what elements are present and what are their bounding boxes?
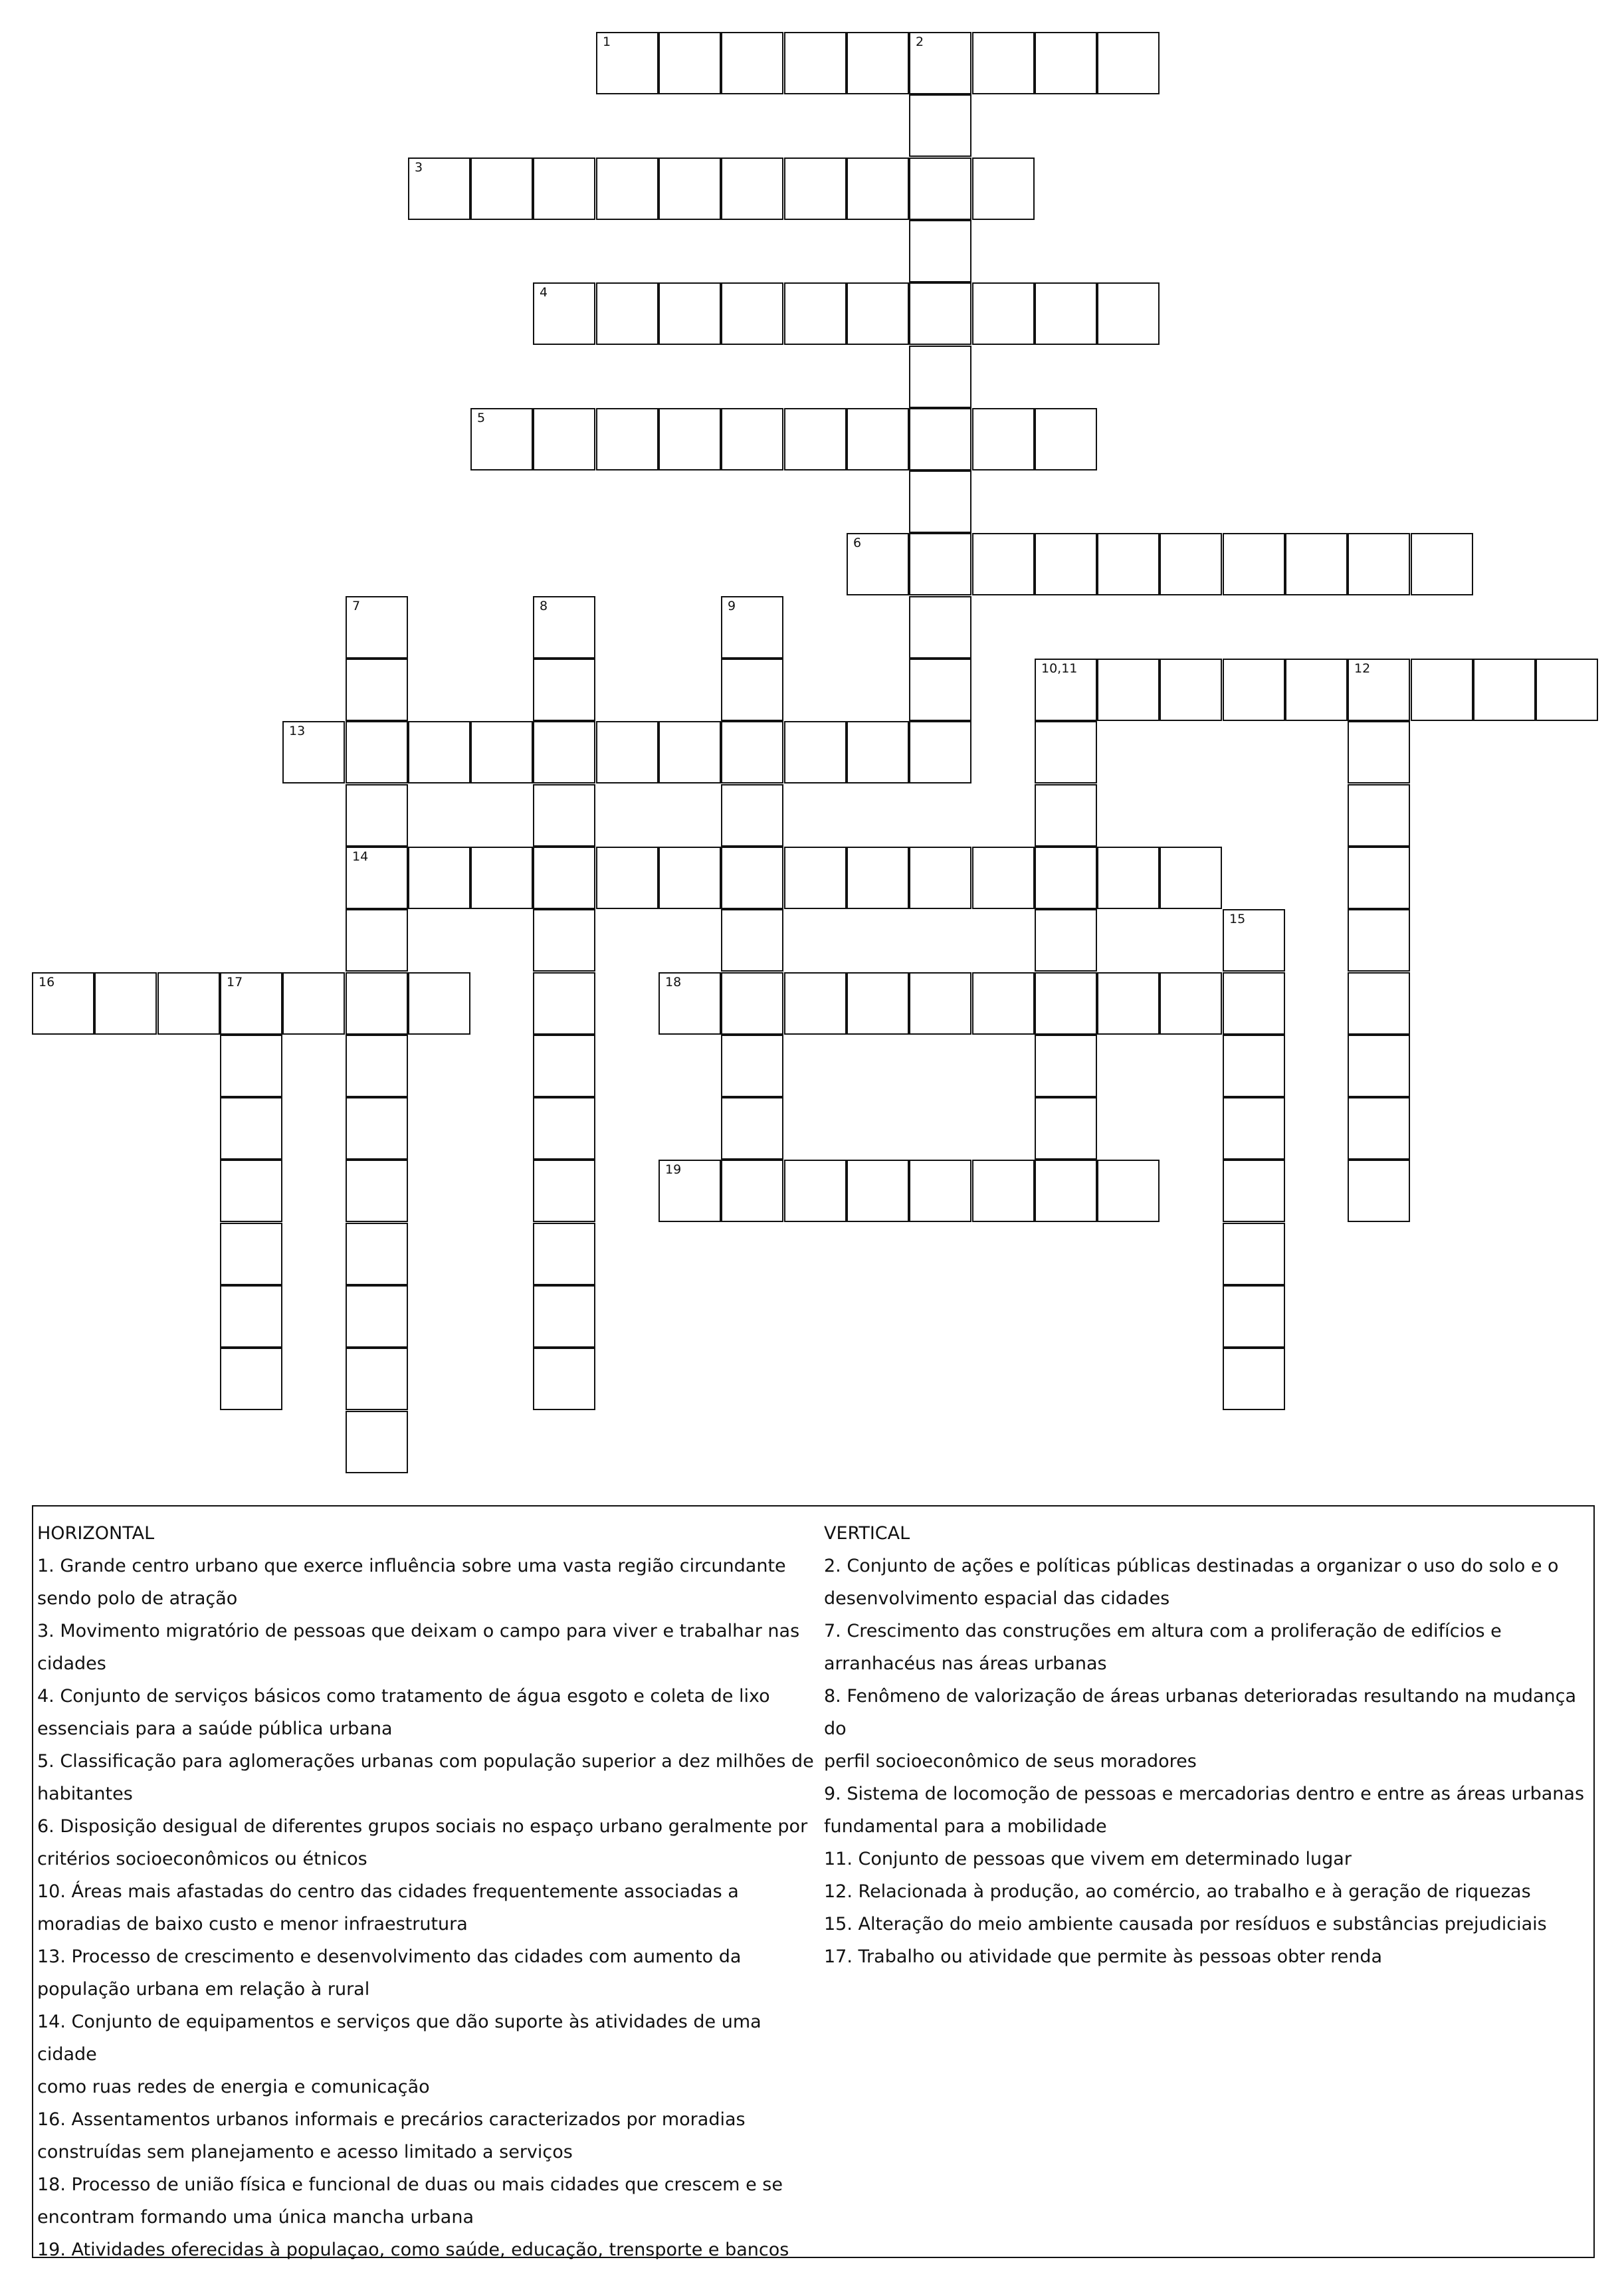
crossword-cell[interactable] <box>408 847 470 909</box>
clue-line: moradias de baixo custo e menor infraestrutura <box>37 1914 468 1934</box>
crossword-cell[interactable] <box>470 721 533 783</box>
clue-line: cidades <box>37 1653 106 1674</box>
crossword-cell[interactable] <box>1348 972 1410 1035</box>
clue-number: 3 <box>415 160 423 175</box>
crossword-cell[interactable] <box>1035 1097 1097 1160</box>
crossword-cell[interactable] <box>1097 972 1160 1035</box>
crossword-cell[interactable] <box>1411 659 1473 721</box>
crossword-cell[interactable] <box>533 847 595 909</box>
crossword-cell[interactable] <box>408 157 470 220</box>
clue-line: 16. Assentamentos urbanos informais e precários caracterizados por moradias <box>37 2109 746 2130</box>
crossword-cell[interactable] <box>847 533 909 595</box>
clue-line: 2. Conjunto de ações e políticas públicas destinadas a organizar o uso do solo e o <box>824 1556 1559 1576</box>
crossword-cell[interactable] <box>909 282 971 345</box>
crossword-cell[interactable] <box>847 721 909 783</box>
crossword-cell[interactable] <box>1160 533 1222 595</box>
clue-number: 9 <box>728 599 736 613</box>
clue-line: 17. Trabalho ou atividade que permite às pessoas obter renda <box>824 1946 1383 1967</box>
crossword-cell[interactable] <box>533 784 595 847</box>
crossword-cell[interactable] <box>909 346 971 408</box>
clues-box <box>32 1505 1595 2258</box>
crossword-cell[interactable] <box>972 1160 1035 1222</box>
clue-line: 3. Movimento migratório de pessoas que deixam o campo para viver e trabalhar nas <box>37 1621 800 1641</box>
crossword-cell[interactable] <box>596 847 659 909</box>
clue-number: 6 <box>853 536 862 550</box>
crossword-cell[interactable] <box>847 157 909 220</box>
clue-number: 8 <box>540 599 548 613</box>
crossword-cell[interactable] <box>1473 659 1536 721</box>
clue-line: 14. Conjunto de equipamentos e serviços que dão suporte às atividades de uma cidade <box>37 2012 761 2065</box>
crossword-cell[interactable] <box>721 659 783 721</box>
crossword-cell[interactable] <box>909 659 971 721</box>
crossword-cell[interactable] <box>847 1160 909 1222</box>
clue-line: critérios socioeconômicos ou étnicos <box>37 1849 367 1869</box>
clue-line: encontram formando uma única mancha urbana <box>37 2207 474 2228</box>
crossword-cell[interactable] <box>721 972 783 1035</box>
clue-line: arranhacéus nas áreas urbanas <box>824 1653 1107 1674</box>
crossword-cell[interactable] <box>909 1160 971 1222</box>
crossword-cell[interactable] <box>220 1223 282 1285</box>
crossword-cell[interactable] <box>847 32 909 94</box>
clue-line: 11. Conjunto de pessoas que vivem em determinado lugar <box>824 1849 1352 1869</box>
clue-line: 19. Atividades oferecidas à populaçao, como saúde, educação, trensporte e bancos <box>37 2239 789 2260</box>
crossword-cell[interactable] <box>847 972 909 1035</box>
crossword-cell[interactable] <box>1035 659 1097 721</box>
crossword-cell[interactable] <box>533 157 595 220</box>
crossword-cell[interactable] <box>721 157 783 220</box>
crossword-cell[interactable] <box>346 1097 408 1160</box>
crossword-cell[interactable] <box>470 408 533 470</box>
crossword-cell[interactable] <box>346 909 408 972</box>
crossword-cell[interactable] <box>721 847 783 909</box>
crossword-cell[interactable] <box>1223 909 1285 972</box>
crossword-cell[interactable] <box>1160 972 1222 1035</box>
crossword-cell[interactable] <box>847 847 909 909</box>
crossword-cell[interactable] <box>1223 533 1285 595</box>
crossword-cell[interactable] <box>533 1223 595 1285</box>
crossword-cell[interactable] <box>1285 533 1348 595</box>
crossword-cell[interactable] <box>346 972 408 1035</box>
crossword-cell[interactable] <box>1223 1160 1285 1222</box>
crossword-cell[interactable] <box>346 659 408 721</box>
crossword-cell[interactable] <box>1223 1035 1285 1097</box>
clue-line: 7. Crescimento das construções em altura com a proliferação de edifícios e <box>824 1621 1502 1641</box>
crossword-cell[interactable] <box>220 972 282 1035</box>
crossword-cell[interactable] <box>533 408 595 470</box>
crossword-cell[interactable] <box>533 1160 595 1222</box>
clue-number: 17 <box>227 975 243 989</box>
clue-line: 9. Sistema de locomoção de pessoas e mercadorias dentro e entre as áreas urbanas <box>824 1784 1585 1804</box>
crossword-cell[interactable] <box>1035 32 1097 94</box>
crossword-cell[interactable] <box>909 972 971 1035</box>
clue-line: 10. Áreas mais afastadas do centro das cidades frequentemente associadas a <box>37 1881 739 1902</box>
crossword-cell[interactable] <box>346 721 408 783</box>
crossword-cell[interactable] <box>909 32 971 94</box>
crossword-cell[interactable] <box>721 282 783 345</box>
crossword-cell[interactable] <box>346 847 408 909</box>
clue-number: 12 <box>1354 661 1371 676</box>
clue-line: fundamental para a mobilidade <box>824 1816 1107 1837</box>
crossword-cell[interactable] <box>909 408 971 470</box>
crossword-cell[interactable] <box>1097 659 1160 721</box>
clue-line: população urbana em relação à rural <box>37 1979 370 2000</box>
clue-line: perfil socioeconômico de seus moradores <box>824 1751 1197 1772</box>
crossword-cell[interactable] <box>1097 282 1160 345</box>
crossword-cell[interactable] <box>596 408 659 470</box>
crossword-cell[interactable] <box>533 972 595 1035</box>
clue-line: sendo polo de atração <box>37 1588 238 1609</box>
clue-number: 10,11 <box>1041 661 1078 676</box>
crossword-cell[interactable] <box>972 847 1035 909</box>
crossword-cell[interactable] <box>721 408 783 470</box>
crossword-cell[interactable] <box>972 408 1035 470</box>
crossword-cell[interactable] <box>1035 1160 1097 1222</box>
crossword-cell[interactable] <box>1160 659 1222 721</box>
clue-number: 1 <box>603 35 611 49</box>
crossword-cell[interactable] <box>721 32 783 94</box>
crossword-cell[interactable] <box>282 972 345 1035</box>
crossword-cell[interactable] <box>1097 32 1160 94</box>
crossword-cell[interactable] <box>909 847 971 909</box>
clue-line: 5. Classificação para aglomerações urbanas com população superior a dez milhões de <box>37 1751 814 1772</box>
clue-line: 12. Relacionada à produção, ao comércio, ao trabalho e à geração de riquezas <box>824 1881 1531 1902</box>
crossword-cell[interactable] <box>346 1411 408 1473</box>
crossword-cell[interactable] <box>1223 972 1285 1035</box>
clue-line: como ruas redes de energia e comunicação <box>37 2077 430 2097</box>
crossword-cell[interactable] <box>784 1160 847 1222</box>
crossword-cell[interactable] <box>659 721 721 783</box>
crossword-cell[interactable] <box>659 847 721 909</box>
crossword-cell[interactable] <box>220 1285 282 1348</box>
clue-line: essenciais para a saúde pública urbana <box>37 1718 393 1739</box>
crossword-cell[interactable] <box>1035 972 1097 1035</box>
crossword-cell[interactable] <box>1348 1035 1410 1097</box>
crossword-cell[interactable] <box>972 972 1035 1035</box>
crossword-cell[interactable] <box>596 157 659 220</box>
crossword-cell[interactable] <box>972 32 1035 94</box>
crossword-cell[interactable] <box>408 721 470 783</box>
crossword-cell[interactable] <box>533 721 595 783</box>
crossword-cell[interactable] <box>470 847 533 909</box>
clue-line: 1. Grande centro urbano que exerce influência sobre uma vasta região circundante <box>37 1556 786 1576</box>
crossword-cell[interactable] <box>721 909 783 972</box>
crossword-cell[interactable] <box>220 1160 282 1222</box>
clue-number: 19 <box>665 1162 682 1177</box>
crossword-cell[interactable] <box>909 721 971 783</box>
crossword-cell[interactable] <box>1223 1097 1285 1160</box>
crossword-cell[interactable] <box>1223 1285 1285 1348</box>
crossword-cell[interactable] <box>470 157 533 220</box>
crossword-cell[interactable] <box>1411 533 1473 595</box>
clue-number: 14 <box>352 849 369 864</box>
vertical-clues <box>824 1517 1588 1973</box>
crossword-cell[interactable] <box>1348 659 1410 721</box>
crossword-cell[interactable] <box>346 596 408 659</box>
crossword-cell[interactable] <box>346 1160 408 1222</box>
crossword-cell[interactable] <box>847 282 909 345</box>
crossword-cell[interactable] <box>1097 533 1160 595</box>
crossword-cell[interactable] <box>659 408 721 470</box>
crossword-cell[interactable] <box>909 94 971 157</box>
clue-number: 5 <box>477 411 486 425</box>
clue-number: 16 <box>39 975 55 989</box>
crossword-cell[interactable] <box>1035 282 1097 345</box>
crossword-cell[interactable] <box>1035 847 1097 909</box>
crossword-cell[interactable] <box>596 32 659 94</box>
crossword-cell[interactable] <box>1348 909 1410 972</box>
crossword-cell[interactable] <box>1035 408 1097 470</box>
crossword-cell[interactable] <box>784 721 847 783</box>
crossword-cell[interactable] <box>659 282 721 345</box>
clue-line: desenvolvimento espacial das cidades <box>824 1588 1170 1609</box>
crossword-cell[interactable] <box>909 157 971 220</box>
clue-line: construídas sem planejamento e acesso limitado a serviços <box>37 2142 573 2162</box>
crossword-cell[interactable] <box>533 1348 595 1410</box>
crossword-cell[interactable] <box>659 32 721 94</box>
crossword-cell[interactable] <box>784 32 847 94</box>
crossword-cell[interactable] <box>408 972 470 1035</box>
crossword-cell[interactable] <box>1035 1035 1097 1097</box>
crossword-cell[interactable] <box>1035 784 1097 847</box>
clue-number: 18 <box>665 975 682 989</box>
crossword-cell[interactable] <box>659 157 721 220</box>
crossword-cell[interactable] <box>1160 847 1222 909</box>
clue-line: 8. Fenômeno de valorização de áreas urbanas deterioradas resultando na mudança do <box>824 1686 1577 1739</box>
clue-line: 6. Disposição desigual de diferentes grupos sociais no espaço urbano geralmente por <box>37 1816 808 1837</box>
crossword-cell[interactable] <box>32 972 94 1035</box>
crossword-cell[interactable] <box>1348 784 1410 847</box>
crossword-cell[interactable] <box>533 1097 595 1160</box>
crossword-cell[interactable] <box>346 1035 408 1097</box>
crossword-cell[interactable] <box>721 1160 783 1222</box>
clue-number: 13 <box>289 724 306 738</box>
clue-number: 4 <box>540 285 548 300</box>
crossword-cell[interactable] <box>1285 659 1348 721</box>
crossword-cell[interactable] <box>909 470 971 533</box>
crossword-cell[interactable] <box>220 1348 282 1410</box>
crossword-cell[interactable] <box>157 972 220 1035</box>
crossword-cell[interactable] <box>972 533 1035 595</box>
crossword-cell[interactable] <box>596 282 659 345</box>
clue-line: habitantes <box>37 1784 133 1804</box>
crossword-cell[interactable] <box>1223 1348 1285 1410</box>
crossword-cell[interactable] <box>346 784 408 847</box>
crossword-cell[interactable] <box>721 1097 783 1160</box>
clue-line: 15. Alteração do meio ambiente causada por resíduos e substâncias prejudiciais <box>824 1914 1547 1934</box>
crossword-cell[interactable] <box>533 909 595 972</box>
crossword-cell[interactable] <box>909 220 971 282</box>
crossword-cell[interactable] <box>784 282 847 345</box>
crossword-cell[interactable] <box>972 157 1035 220</box>
crossword-cell[interactable] <box>1097 1160 1160 1222</box>
crossword-cell[interactable] <box>346 1223 408 1285</box>
crossword-cell[interactable] <box>282 721 345 783</box>
crossword-cell[interactable] <box>721 596 783 659</box>
crossword-cell[interactable] <box>784 972 847 1035</box>
crossword-cell[interactable] <box>909 596 971 659</box>
horizontal-heading: HORIZONTAL <box>37 1523 155 1544</box>
crossword-cell[interactable] <box>533 1035 595 1097</box>
crossword-cell[interactable] <box>1223 659 1285 721</box>
clue-number: 7 <box>352 599 361 613</box>
crossword-cell[interactable] <box>220 1035 282 1097</box>
crossword-cell[interactable] <box>784 157 847 220</box>
crossword-cell[interactable] <box>1035 533 1097 595</box>
crossword-cell[interactable] <box>533 659 595 721</box>
clue-number: 15 <box>1229 912 1246 926</box>
crossword-cell[interactable] <box>533 596 595 659</box>
clue-line: 18. Processo de união física e funcional de duas ou mais cidades que crescem e se <box>37 2174 783 2195</box>
crossword-cell[interactable] <box>533 1285 595 1348</box>
crossword-cell[interactable] <box>94 972 157 1035</box>
crossword-cell[interactable] <box>1097 847 1160 909</box>
clue-line: 4. Conjunto de serviços básicos como tratamento de água esgoto e coleta de lixo <box>37 1686 770 1707</box>
crossword-cell[interactable] <box>1348 1097 1410 1160</box>
vertical-heading: VERTICAL <box>824 1523 910 1544</box>
crossword-cell[interactable] <box>1223 1223 1285 1285</box>
crossword-cell[interactable] <box>721 721 783 783</box>
crossword-cell[interactable] <box>596 721 659 783</box>
crossword-cell[interactable] <box>784 408 847 470</box>
crossword-cell[interactable] <box>972 282 1035 345</box>
crossword-cell[interactable] <box>784 847 847 909</box>
crossword-cell[interactable] <box>220 1097 282 1160</box>
crossword-cell[interactable] <box>659 1160 721 1222</box>
crossword-cell[interactable] <box>909 533 971 595</box>
crossword-cell[interactable] <box>346 1348 408 1410</box>
crossword-cell[interactable] <box>1348 847 1410 909</box>
clue-number: 2 <box>916 35 924 49</box>
crossword-cell[interactable] <box>533 282 595 345</box>
crossword-cell[interactable] <box>659 972 721 1035</box>
crossword-cell[interactable] <box>1035 721 1097 783</box>
crossword-cell[interactable] <box>721 784 783 847</box>
crossword-cell[interactable] <box>1536 659 1598 721</box>
crossword-cell[interactable] <box>1348 721 1410 783</box>
crossword-cell[interactable] <box>1035 909 1097 972</box>
crossword-cell[interactable] <box>1348 1160 1410 1222</box>
crossword-cell[interactable] <box>847 408 909 470</box>
crossword-cell[interactable] <box>721 1035 783 1097</box>
horizontal-clues <box>37 1517 821 2266</box>
clue-line: 13. Processo de crescimento e desenvolvimento das cidades com aumento da <box>37 1946 742 1967</box>
crossword-cell[interactable] <box>346 1285 408 1348</box>
crossword-cell[interactable] <box>1348 533 1410 595</box>
